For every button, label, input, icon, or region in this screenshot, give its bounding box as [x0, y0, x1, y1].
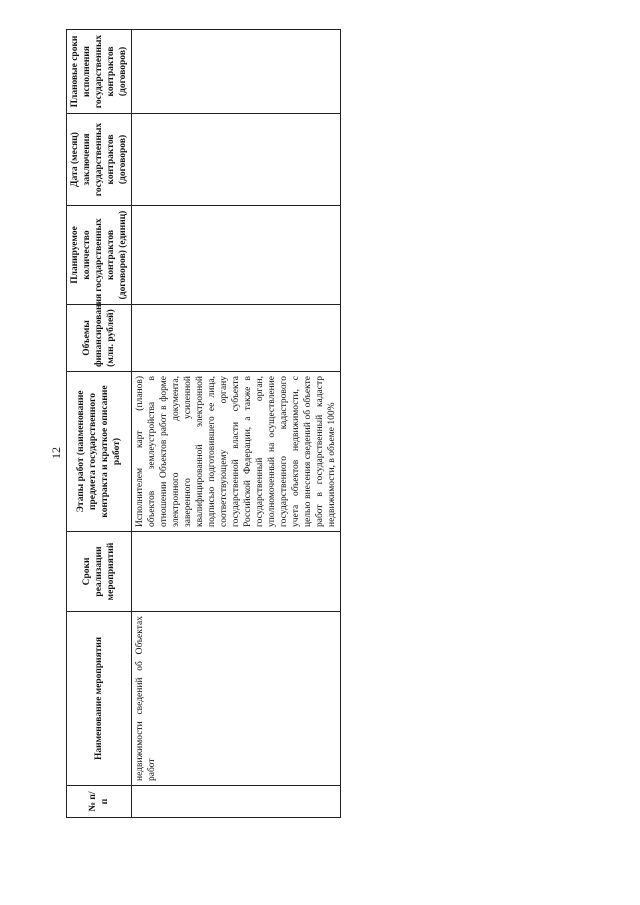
header-stages: Этапы работ (наименование предмета государственного контракта и краткое описание работ) [67, 372, 132, 532]
table-header-row [67, 30, 132, 818]
rotated-table-wrapper [66, 30, 337, 818]
cell-stages: Исполнителем карт (планов) объектов землеустройства в отношении Объектов работ в форме электронного документа, заверенного усиленной квалифицированной электронной подписью подготовившего ее лица, соответствующему органу государственной власти субъекта Российской Федерации, а также в государственный орган, уполномоченный на осуществление государственного кадастрового учета объектов недвижимости, с целью внесения сведений об объекте работ в государственный кадастр недвижимости, в объеме 100% [132, 372, 341, 532]
cell-name: недвижимости сведений об Объектах работ [132, 612, 341, 786]
table-row [132, 30, 341, 818]
header-contracts-count: Планируемое количество государственных контрактов (договоров) (единиц) [67, 206, 132, 305]
cell-contract-date [132, 114, 341, 206]
cell-deadlines [132, 30, 341, 114]
header-deadlines: Плановые сроки исполнения государственных контрактов (договоров) [67, 30, 132, 114]
cell-terms [132, 532, 341, 612]
header-name: Наименование мероприятия [67, 612, 132, 786]
header-contract-date: Дата (месяц) заключения государственных контрактов (договоров) [67, 114, 132, 206]
cell-num [132, 786, 341, 818]
header-financing: Объемы финансирования (млн. рублей) [67, 305, 132, 372]
cell-contracts-count [132, 206, 341, 305]
page-number: 12 [49, 447, 63, 459]
header-num: № п/п [67, 786, 132, 818]
contracts-table [66, 29, 341, 818]
cell-financing [132, 305, 341, 372]
header-terms: Сроки реализации мероприятий [67, 532, 132, 612]
